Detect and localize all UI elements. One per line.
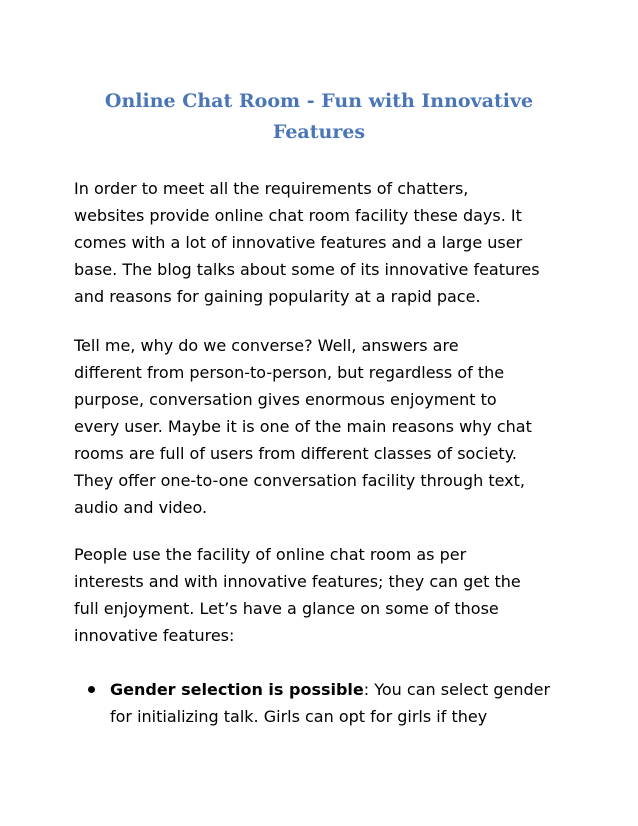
text-line: and reasons for gaining popularity at a rapid pace.: [74, 287, 481, 306]
text-line: comes with a lot of innovative features and a large user: [74, 233, 523, 252]
title-line: Online Chat Room - Fun with Innovative: [104, 90, 534, 112]
text-line: base. The blog talks about some of its innovative features: [74, 260, 540, 279]
bullet-text: [110, 676, 570, 730]
bullet-bold-lead: Gender selection is possible: [110, 680, 364, 699]
text-line: full enjoyment. Let’s have a glance on some of those: [74, 599, 499, 618]
document-title: [76, 86, 562, 148]
text-line: interests and with innovative features; they can get the: [74, 572, 521, 591]
paragraph-features-intro: [74, 541, 574, 649]
text-line: innovative features:: [74, 626, 235, 645]
text-line: rooms are full of users from different classes of society.: [74, 444, 517, 463]
text-line: for initializing talk. Girls can opt for girls if they: [110, 707, 488, 726]
text-line: websites provide online chat room facility these days. It: [74, 206, 522, 225]
text-line: They offer one-to-one conversation facility through text,: [74, 471, 525, 490]
text-line: different from person-to-person, but regardless of the: [74, 363, 505, 382]
text-line: [110, 676, 570, 703]
title-line: Features: [272, 121, 366, 143]
paragraph-why-converse: [74, 332, 574, 521]
paragraph-intro: [74, 175, 574, 310]
text-line: People use the facility of online chat room as per: [74, 545, 467, 564]
text-line: audio and video.: [74, 498, 208, 517]
text-line: purpose, conversation gives enormous enjoyment to: [74, 390, 497, 409]
text-line: In order to meet all the requirements of chatters,: [74, 179, 469, 198]
bullet-icon: [88, 686, 95, 693]
text-line: every user. Maybe it is one of the main reasons why chat: [74, 417, 532, 436]
bullet-line1-rest: : You can select gender: [363, 680, 551, 699]
text-line: Tell me, why do we converse? Well, answers are: [74, 336, 459, 355]
